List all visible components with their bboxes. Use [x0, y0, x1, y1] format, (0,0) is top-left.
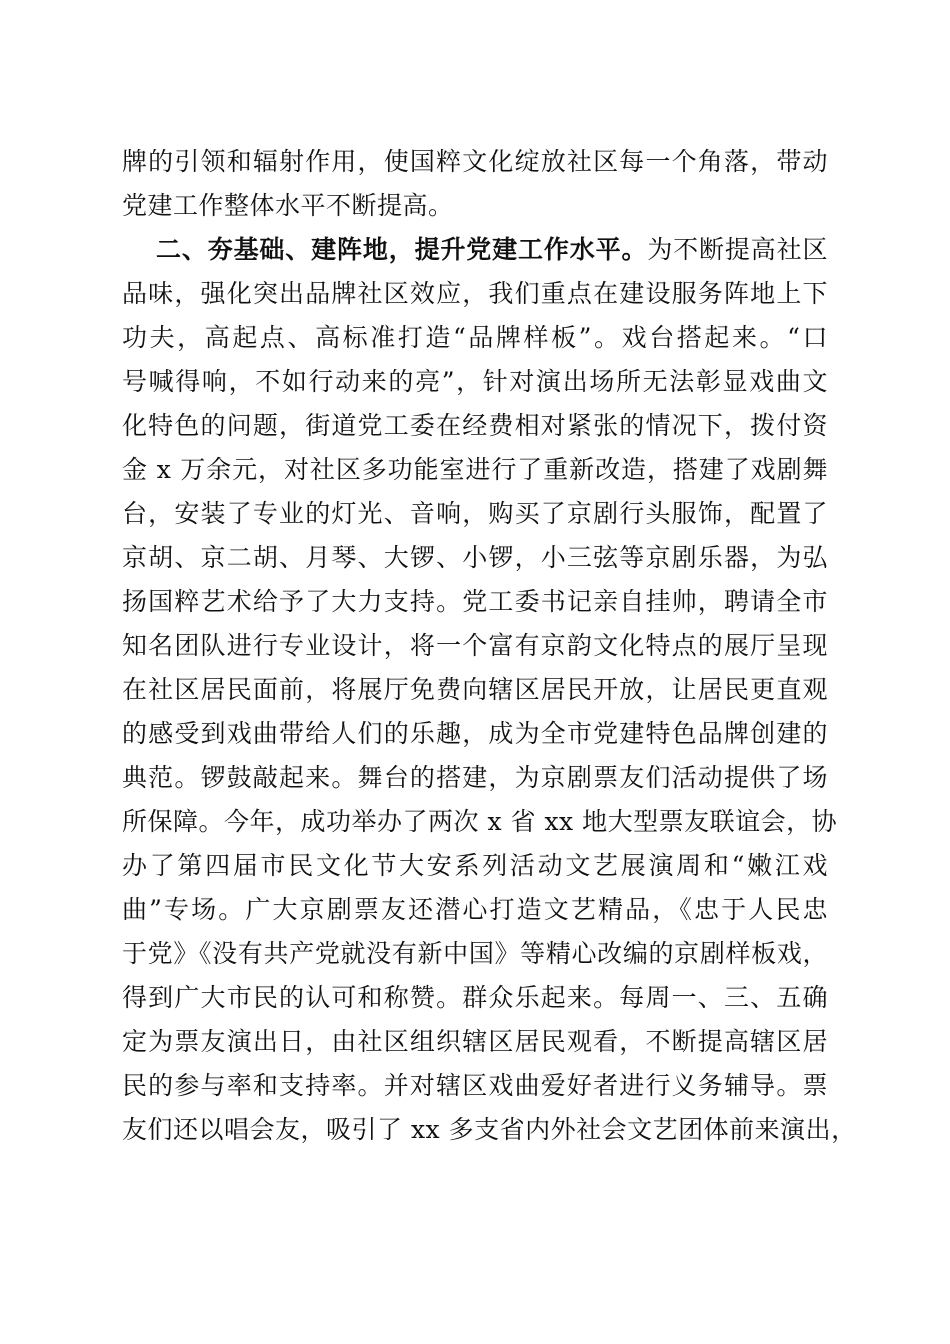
text-line: 化特色的问题，街道党工委在经费相对紧张的情况下，拨付资 [122, 411, 828, 440]
text-line: 功夫，高起点、高标准打造“品牌样板”。戏台搭起来。“口 [122, 323, 828, 352]
text-line: 办了第四届市民文化节大安系列活动文艺展演周和“嫩江戏 [122, 851, 828, 880]
text-line: 知名团队进行专业设计，将一个富有京韵文化特点的展厅呈现 [122, 631, 828, 660]
text-line: 牌的引领和辐射作用，使国粹文化绽放社区每一个角落，带动 [122, 147, 828, 176]
text-line: 于党》《没有共产党就没有新中国》等精心改编的京剧样板戏， [122, 939, 828, 968]
text-line: 品味，强化突出品牌社区效应，我们重点在建设服务阵地上下 [122, 279, 828, 308]
text-line: 民的参与率和支持率。并对辖区戏曲爱好者进行义务辅导。票 [122, 1071, 828, 1100]
text-line: 的感受到戏曲带给人们的乐趣，成为全市党建特色品牌创建的 [122, 719, 828, 748]
section-heading-line [122, 228, 828, 272]
text-line: 友们还以唱会友，吸引了 xx 多支省内外社会文艺团体前来演出， [122, 1115, 857, 1144]
text-line: 曲”专场。广大京剧票友还潜心打造文艺精品，《忠于人民忠 [122, 895, 828, 924]
text-line: 台，安装了专业的灯光、音响，购买了京剧行头服饰，配置了 [122, 499, 828, 528]
text-line: 号喊得响，不如行动来的亮”，针对演出场所无法彰显戏曲文 [122, 367, 828, 396]
text-line: 所保障。今年，成功举办了两次 x 省 xx 地大型票友联谊会，协 [122, 807, 838, 836]
text-line: 党建工作整体水平不断提高。 [122, 191, 454, 220]
text-line: 得到广大市民的认可和称赞。群众乐起来。每周一、三、五确 [122, 983, 828, 1012]
text-line: 金 x 万余元，对社区多功能室进行了重新改造，搭建了戏剧舞 [122, 455, 828, 484]
document-body [122, 140, 857, 1152]
text-line: 定为票友演出日，由社区组织辖区居民观看，不断提高辖区居 [122, 1027, 828, 1056]
section-heading: 二、夯基础、建阵地，提升党建工作水平。 [156, 235, 648, 264]
text-line: 在社区居民面前，将展厅免费向辖区居民开放，让居民更直观 [122, 675, 828, 704]
text-line: 京胡、京二胡、月琴、大锣、小锣，小三弦等京剧乐器，为弘 [122, 543, 828, 572]
text-line: 扬国粹艺术给予了大力支持。党工委书记亲自挂帅，聘请全市 [122, 587, 828, 616]
text-run: 为不断提高社区 [647, 235, 828, 264]
text-line: 典范。锣鼓敲起来。舞台的搭建，为京剧票友们活动提供了场 [122, 763, 828, 792]
